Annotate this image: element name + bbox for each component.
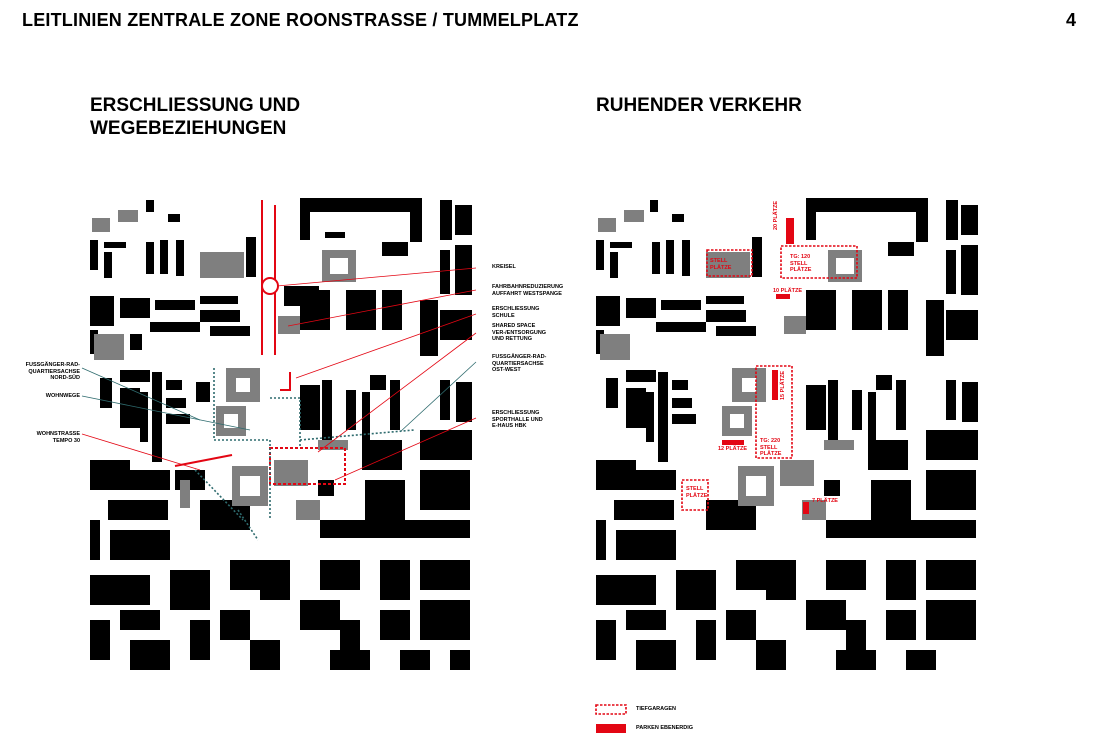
annotation-wohnwege: WOHNWEGE: [45, 393, 80, 399]
label-10-plaetze: 10 PLÄTZE: [773, 288, 803, 294]
annotation-fahrbahnreduzierung: FAHRBAHNREDUZIERUNG AUFFAHRT WESTSPANGE: [492, 284, 564, 297]
label-7-plaetze: 7 PLÄTZE: [812, 498, 838, 504]
annotation-kreisel: KREISEL: [492, 264, 516, 270]
label-12-plaetze: 12 PLÄTZE: [718, 446, 748, 452]
page-number: 4: [1065, 10, 1076, 30]
legend-tiefgaragen-swatch: [596, 705, 626, 714]
legend-tiefgaragen-label: TIEFGARAGEN: [636, 706, 677, 712]
annotation-quartiersachse-ost-west: FUSSGÄNGER-RAD- QUARTIERSACHSE OST-WEST: [492, 354, 547, 373]
left-panel-title-line2: WEGEBEZIEHUNGEN: [90, 118, 287, 139]
annotation-erschliessung-sporthalle: ERSCHLIESSUNG SPORTHALLE UND E-HAUS HBK: [492, 410, 543, 429]
label-tg-120: TG: 120 STELL PLÄTZE: [790, 254, 812, 273]
annotation-quartiersachse-nord-sued: FUSSGÄNGER-RAD- QUARTIERSACHSE NORD-SÜD: [25, 362, 80, 381]
label-15-plaetze: 15 PLÄTZE: [780, 370, 786, 400]
label-tg-220: TG: 220 STELL PLÄTZE: [760, 438, 782, 457]
label-stell-plaetze-north: STELL PLÄTZE: [710, 258, 732, 271]
label-20-plaetze: 20 PLÄTZE: [773, 200, 779, 230]
legend-parken-swatch: [596, 724, 626, 733]
right-panel-title: RUHENDER VERKEHR: [596, 95, 802, 116]
annotation-wohnstrasse: WOHNSTRASSE TEMPO 30: [36, 431, 80, 444]
page-title: LEITLINIEN ZENTRALE ZONE ROONSTRASSE / TUMMELPLATZ: [22, 10, 579, 30]
annotation-shared-space: SHARED SPACE VER-/ENTSORGUNG UND RETTUNG: [492, 323, 547, 342]
annotation-erschliessung-schule: ERSCHLIESSUNG SCHULE: [492, 306, 540, 319]
legend-parken-label: PARKEN EBENERDIG: [636, 725, 694, 731]
left-panel-title-line1: ERSCHLIESSUNG UND: [90, 95, 301, 116]
label-stell-plaetze-west: STELL PLÄTZE: [686, 486, 708, 499]
